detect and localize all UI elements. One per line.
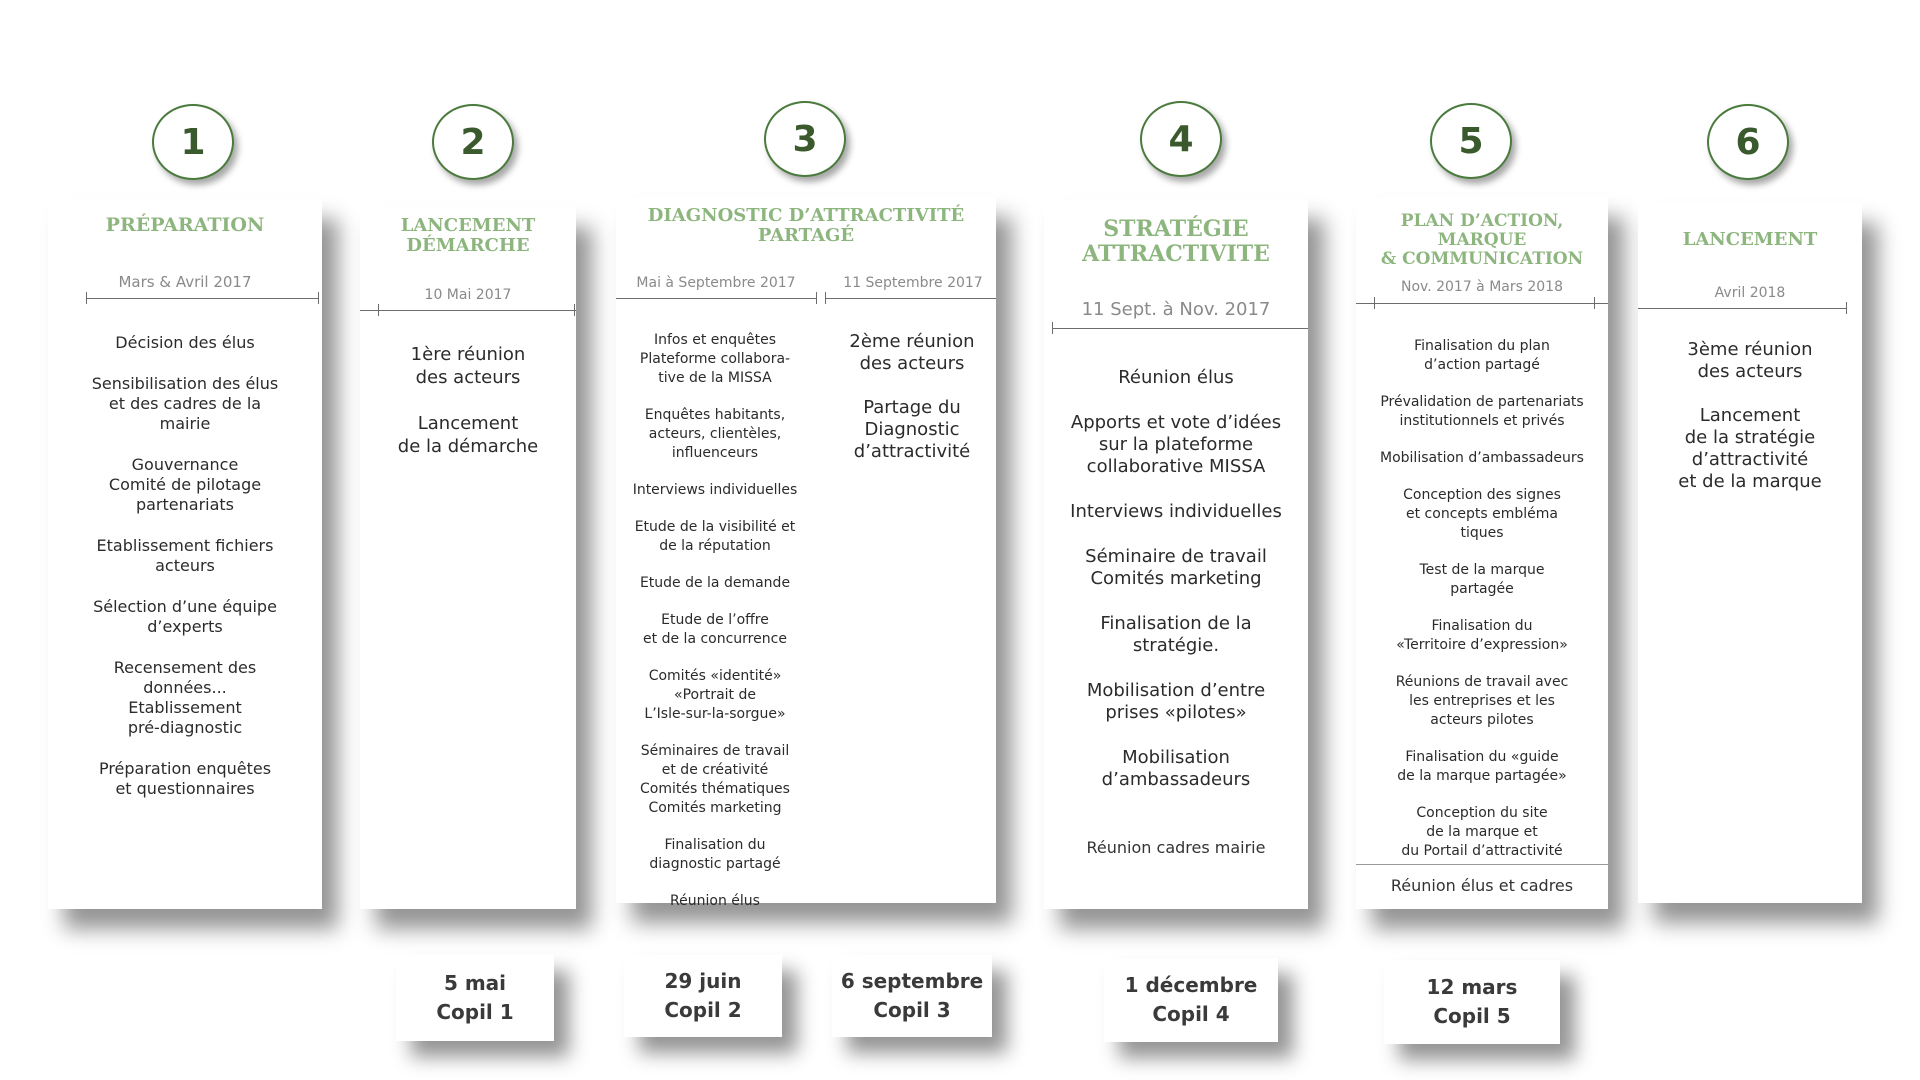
copil-date: 5 mai [443, 971, 507, 995]
item: Finalisation du «Territoire d’expression» [1396, 618, 1568, 653]
timeline-tick [86, 292, 87, 304]
step-date: Nov. 2017 à Mars 2018 [1400, 279, 1564, 295]
step-number-2: 2 [432, 104, 514, 180]
item: Infos et enquêtes Plateforme collabora- tive de la MISSA [639, 332, 791, 386]
step-date: Mars & Avril 2017 [118, 273, 252, 291]
step-items [1050, 367, 1302, 791]
item: Comités «identité» «Portrait de L’Isle-sur-la-sorgue» [644, 668, 786, 722]
step-items [1360, 337, 1604, 861]
step-date: Avril 2018 [1714, 285, 1786, 301]
item: Etablissement fichiers acteurs [96, 536, 274, 575]
item: Finalisation du «guide de la marque partagée» [1397, 749, 1567, 784]
item: Mobilisation d’ambassadeurs [1101, 747, 1251, 790]
item: Etude de l’offre et de la concurrence [643, 612, 787, 647]
item: Conception des signes et concepts embléma tiques [1403, 487, 1561, 541]
copil-date: 1 décembre [1124, 973, 1258, 997]
timeline-bar [360, 310, 576, 311]
timeline-tick [1594, 297, 1595, 309]
item: Séminaire de travail Comités marketing [1085, 546, 1267, 589]
timeline-bar [1356, 303, 1608, 304]
item: Interviews individuelles [1070, 501, 1282, 522]
step-card-diagnostic [616, 197, 996, 909]
step-number-3: 3 [764, 101, 846, 177]
step-footer: Réunion cadres mairie [1086, 838, 1266, 857]
item: Décision des élus [115, 333, 255, 352]
copil-label: Copil 2 [664, 998, 742, 1022]
item: Test de la marque partagée [1419, 562, 1545, 597]
timeline-tick [816, 292, 817, 304]
copil-box-5 [1384, 960, 1560, 1044]
timeline-tick [1846, 302, 1847, 314]
timeline-bar-right [825, 298, 996, 299]
timeline-bar [1638, 308, 1846, 309]
step-title: PRÉPARATION [105, 214, 265, 236]
step-card-lancement [1638, 203, 1862, 903]
item: Etude de la demande [639, 575, 791, 591]
item: Mobilisation d’entre prises «pilotes» [1086, 680, 1266, 723]
timeline-bar [1052, 328, 1308, 329]
step-items-right [828, 331, 996, 463]
step-card-plan-action [1356, 197, 1608, 909]
item: Recensement des données... Etablissement pré-diagnostic [113, 658, 257, 737]
step-title: LANCEMENT DÉMARCHE [400, 215, 536, 257]
item: Partage du Diagnostic d’attractivité [853, 397, 971, 462]
item: 3ème réunion des acteurs [1687, 339, 1813, 382]
item: Enquêtes habitants, acteurs, clientèles, influenceurs [644, 407, 786, 461]
copil-box-3 [832, 955, 992, 1037]
item: Gouvernance Comité de pilotage partenariats [108, 455, 262, 514]
item: Sensibilisation des élus et des cadres de la mairie [91, 374, 279, 433]
step-title: DIAGNOSTIC D’ATTRACTIVITÉ PARTAGÉ [647, 205, 965, 247]
copil-label: Copil 5 [1433, 1004, 1511, 1028]
copil-box-4 [1104, 958, 1278, 1042]
item: Etude de la visibilité et de la réputation [634, 519, 796, 554]
step-footer: Réunion élus et cadres [1390, 876, 1574, 895]
item: Préparation enquêtes et questionnaires [98, 759, 272, 798]
step-items-left [620, 331, 810, 911]
timeline-tick [574, 304, 575, 316]
timeline-tick [378, 304, 379, 316]
step-number-5: 5 [1430, 103, 1512, 179]
step-title: PLAN D’ACTION, MARQUE & COMMUNICATION [1380, 211, 1584, 270]
step-date: 10 Mai 2017 [424, 287, 512, 303]
step-date-left: Mai à Septembre 2017 [636, 275, 796, 291]
item: Conception du site de la marque et du Portail d’attractivité [1401, 805, 1563, 859]
copil-box-2 [624, 955, 782, 1037]
item: Réunions de travail avec les entreprises et les acteurs pilotes [1395, 674, 1569, 728]
step-items [58, 333, 312, 799]
timeline-tick [1052, 322, 1053, 334]
copil-date: 29 juin [664, 969, 742, 993]
item: Prévalidation de partenariats institutionnels et privés [1380, 394, 1584, 429]
step-card-lancement-demarche [360, 207, 576, 909]
item: Sélection d’une équipe d’experts [93, 597, 277, 636]
copil-label: Copil 4 [1152, 1002, 1230, 1026]
copil-box-1 [396, 955, 554, 1041]
item: Séminaires de travail et de créativité Comités thématiques Comités marketing [640, 743, 790, 816]
step-title: LANCEMENT [1682, 229, 1818, 250]
item: Réunion élus [1118, 367, 1234, 388]
item: Lancement de la démarche [397, 413, 539, 457]
timeline-tick [1374, 297, 1375, 309]
item: 2ème réunion des acteurs [849, 331, 975, 374]
timeline-bar-left [616, 298, 816, 299]
item: Réunion élus [670, 893, 760, 909]
step-number-6: 6 [1707, 104, 1789, 180]
item: Finalisation de la stratégie. [1100, 613, 1252, 656]
step-items [360, 343, 576, 458]
item: 1ère réunion des acteurs [410, 344, 526, 388]
timeline-bar [86, 298, 318, 299]
copil-label: Copil 3 [873, 998, 951, 1022]
step-date-right: 11 Septembre 2017 [843, 275, 983, 291]
step-date: 11 Sept. à Nov. 2017 [1081, 299, 1271, 320]
timeline-tick [318, 292, 319, 304]
item: Interviews individuelles [632, 482, 798, 498]
copil-date: 6 septembre [840, 969, 984, 993]
step-card-preparation [48, 199, 322, 909]
step-items [1638, 339, 1862, 493]
copil-label: Copil 1 [436, 1000, 514, 1024]
footer-divider [1356, 864, 1608, 865]
step-number-1: 1 [152, 104, 234, 180]
item: Finalisation du plan d’action partagé [1414, 338, 1550, 373]
step-title: STRATÉGIE ATTRACTIVITE [1082, 216, 1270, 267]
item: Mobilisation d’ambassadeurs [1380, 450, 1584, 466]
step-number-4: 4 [1140, 101, 1222, 177]
item: Lancement de la stratégie d’attractivité et de la marque [1678, 405, 1822, 492]
item: Apports et vote d’idées sur la plateforme collaborative MISSA [1070, 412, 1282, 477]
step-card-strategie [1044, 199, 1308, 909]
copil-date: 12 mars [1426, 975, 1518, 999]
item: Finalisation du diagnostic partagé [649, 837, 781, 872]
